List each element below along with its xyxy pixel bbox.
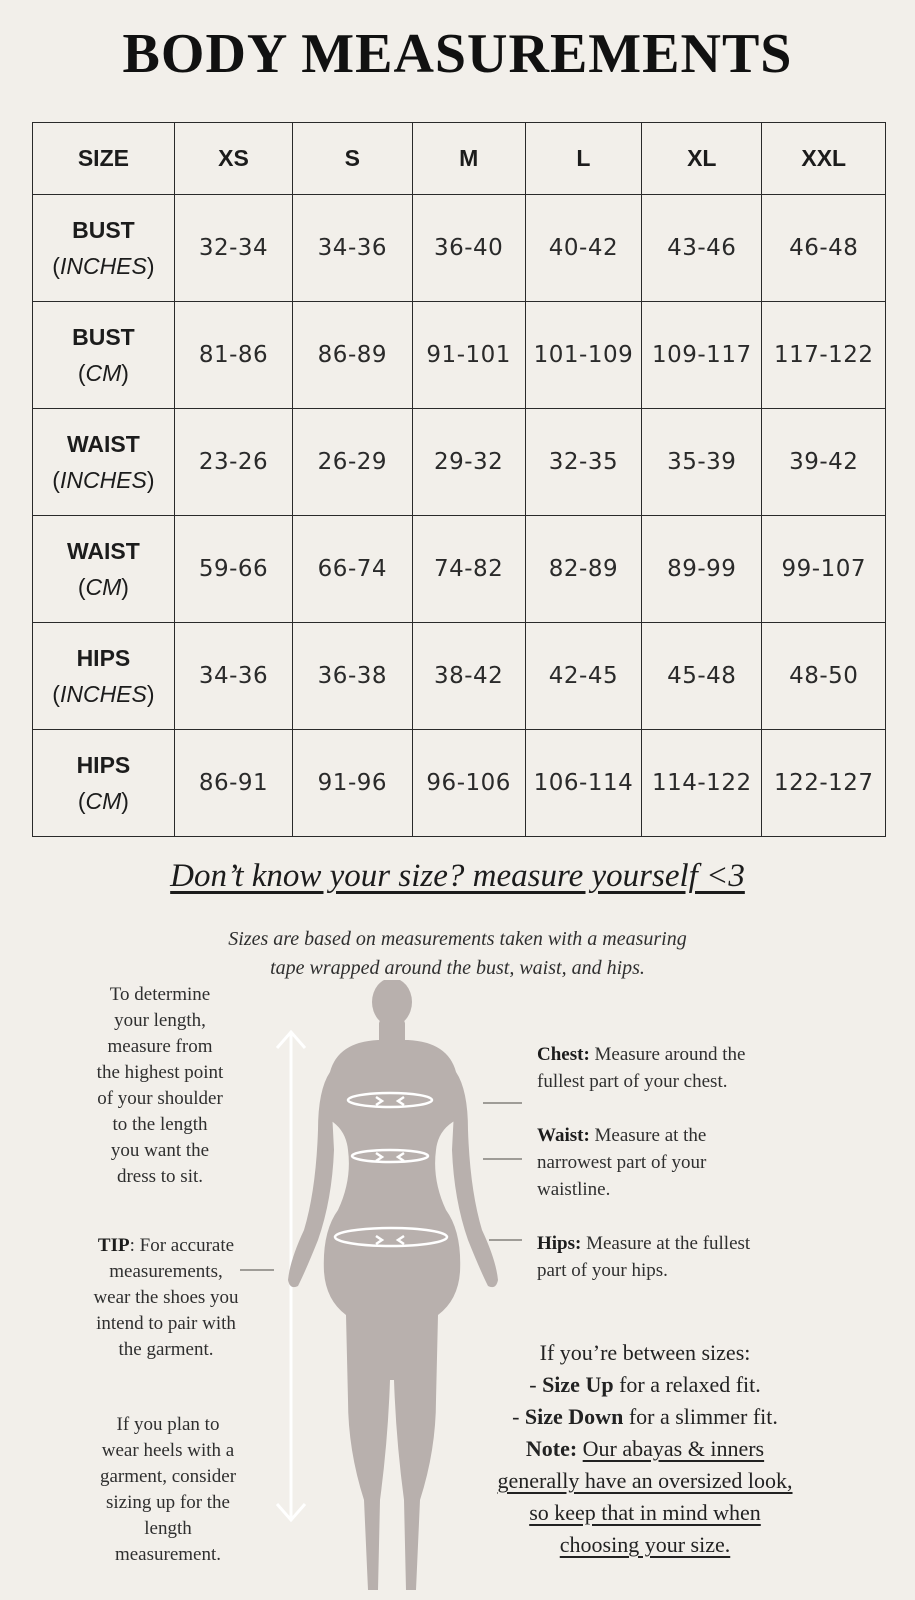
note-line: dress to sit. — [116, 1166, 204, 1187]
table-cell: 114-122 — [642, 730, 762, 837]
table-cell: 34-36 — [293, 195, 412, 302]
table-cell: 66-74 — [293, 516, 412, 623]
note-line: of your shoulder — [97, 1088, 223, 1109]
row-unit: (CM) — [77, 574, 129, 600]
row-label: WAIST — [66, 431, 140, 457]
table-cell: 59-66 — [174, 516, 292, 623]
note-line: length — [144, 1518, 192, 1539]
column-header: L — [525, 123, 641, 195]
row-unit: (INCHES) — [52, 681, 155, 707]
note-line: sizing up for the — [105, 1492, 230, 1513]
row-label: HIPS — [76, 752, 131, 778]
note-line: Note: Our abayas & inners — [525, 1436, 765, 1461]
measure-heading: Don’t know your size? measure yourself <3 — [170, 858, 745, 894]
note-line: To determine — [109, 984, 211, 1005]
row-unit: (INCHES) — [52, 467, 155, 493]
table-cell: 89-99 — [642, 516, 762, 623]
row-label: WAIST — [66, 538, 140, 564]
waist-note — [537, 1122, 767, 1203]
table-cell: 39-42 — [762, 409, 886, 516]
table-cell: 48-50 — [762, 623, 886, 730]
column-header: M — [412, 123, 525, 195]
note-line: so keep that in mind when — [529, 1500, 761, 1525]
note-line: measure from — [107, 1036, 213, 1057]
table-cell: 36-38 — [293, 623, 412, 730]
note-line: generally have an oversized look, — [497, 1468, 793, 1493]
note-line: to the length — [112, 1114, 208, 1135]
page-title: BODY MEASUREMENTS — [122, 23, 793, 85]
table-cell: 23-26 — [174, 409, 292, 516]
table-cell: 106-114 — [525, 730, 641, 837]
note-line: waistline. — [537, 1179, 611, 1200]
note-line: fullest part of your chest. — [537, 1071, 728, 1092]
note-line: measurement. — [114, 1544, 222, 1565]
table-cell: 117-122 — [762, 302, 886, 409]
table-cell: 35-39 — [642, 409, 762, 516]
note-line: garment, consider — [99, 1466, 237, 1487]
table-cell: 43-46 — [642, 195, 762, 302]
row-label: BUST — [72, 217, 135, 243]
table-cell: 96-106 — [412, 730, 525, 837]
note-line: part of your hips. — [537, 1260, 668, 1281]
note-line: the highest point — [96, 1062, 224, 1083]
table-cell: 82-89 — [525, 516, 641, 623]
note-line: choosing your size. — [559, 1532, 731, 1557]
note-line: narrowest part of your — [537, 1152, 707, 1173]
note-line: wear the shoes you — [93, 1287, 239, 1308]
table-cell: 45-48 — [642, 623, 762, 730]
table-cell: 101-109 — [525, 302, 641, 409]
note-line: - Size Up for a relaxed fit. — [529, 1372, 761, 1397]
note-line: Chest: Measure around the — [537, 1044, 746, 1065]
table-cell: 26-29 — [293, 409, 412, 516]
table-cell: 38-42 — [412, 623, 525, 730]
table-cell: 32-35 — [525, 409, 641, 516]
chest-note — [537, 1041, 787, 1095]
between-sizes-note — [470, 1337, 820, 1561]
table-cell: 99-107 — [762, 516, 886, 623]
tip-note — [86, 1233, 246, 1363]
note-line: If you plan to — [116, 1414, 220, 1435]
table-cell: 46-48 — [762, 195, 886, 302]
column-header: S — [293, 123, 412, 195]
table-cell: 91-96 — [293, 730, 412, 837]
intro-line: Sizes are based on measurements taken with a measuring — [228, 928, 687, 950]
row-unit: (CM) — [77, 788, 129, 814]
length-note — [80, 982, 240, 1190]
row-unit: (CM) — [77, 360, 129, 386]
note-line: measurements, — [109, 1261, 223, 1282]
note-line: - Size Down for a slimmer fit. — [512, 1404, 778, 1429]
note-line: the garment. — [118, 1339, 214, 1360]
table-cell: 81-86 — [174, 302, 292, 409]
note-line: If you’re between sizes: — [539, 1340, 751, 1365]
note-line: your length, — [114, 1010, 206, 1031]
table-cell: 32-34 — [174, 195, 292, 302]
table-cell: 109-117 — [642, 302, 762, 409]
table-cell: 36-40 — [412, 195, 525, 302]
table-cell: 86-91 — [174, 730, 292, 837]
table-cell: 86-89 — [293, 302, 412, 409]
intro-line: tape wrapped around the bust, waist, and hips. — [270, 957, 645, 979]
table-cell: 40-42 — [525, 195, 641, 302]
column-header: XXL — [762, 123, 886, 195]
column-header: SIZE — [33, 123, 175, 195]
table-cell: 91-101 — [412, 302, 525, 409]
row-label: BUST — [72, 324, 135, 350]
table-cell: 74-82 — [412, 516, 525, 623]
table-cell: 42-45 — [525, 623, 641, 730]
note-line: wear heels with a — [101, 1440, 235, 1461]
note-line: intend to pair with — [96, 1313, 236, 1334]
note-line: you want the — [110, 1140, 210, 1161]
table-cell: 34-36 — [174, 623, 292, 730]
heels-note — [88, 1412, 248, 1568]
column-header: XL — [642, 123, 762, 195]
column-header: XS — [174, 123, 292, 195]
note-line: TIP: For accurate — [97, 1235, 235, 1256]
note-line: Waist: Measure at the — [537, 1125, 707, 1146]
table-cell: 122-127 — [762, 730, 886, 837]
table-cell: 29-32 — [412, 409, 525, 516]
note-line: Hips: Measure at the fullest — [537, 1233, 751, 1254]
hips-note — [537, 1230, 777, 1284]
row-label: HIPS — [76, 645, 131, 671]
row-unit: (INCHES) — [52, 253, 155, 279]
